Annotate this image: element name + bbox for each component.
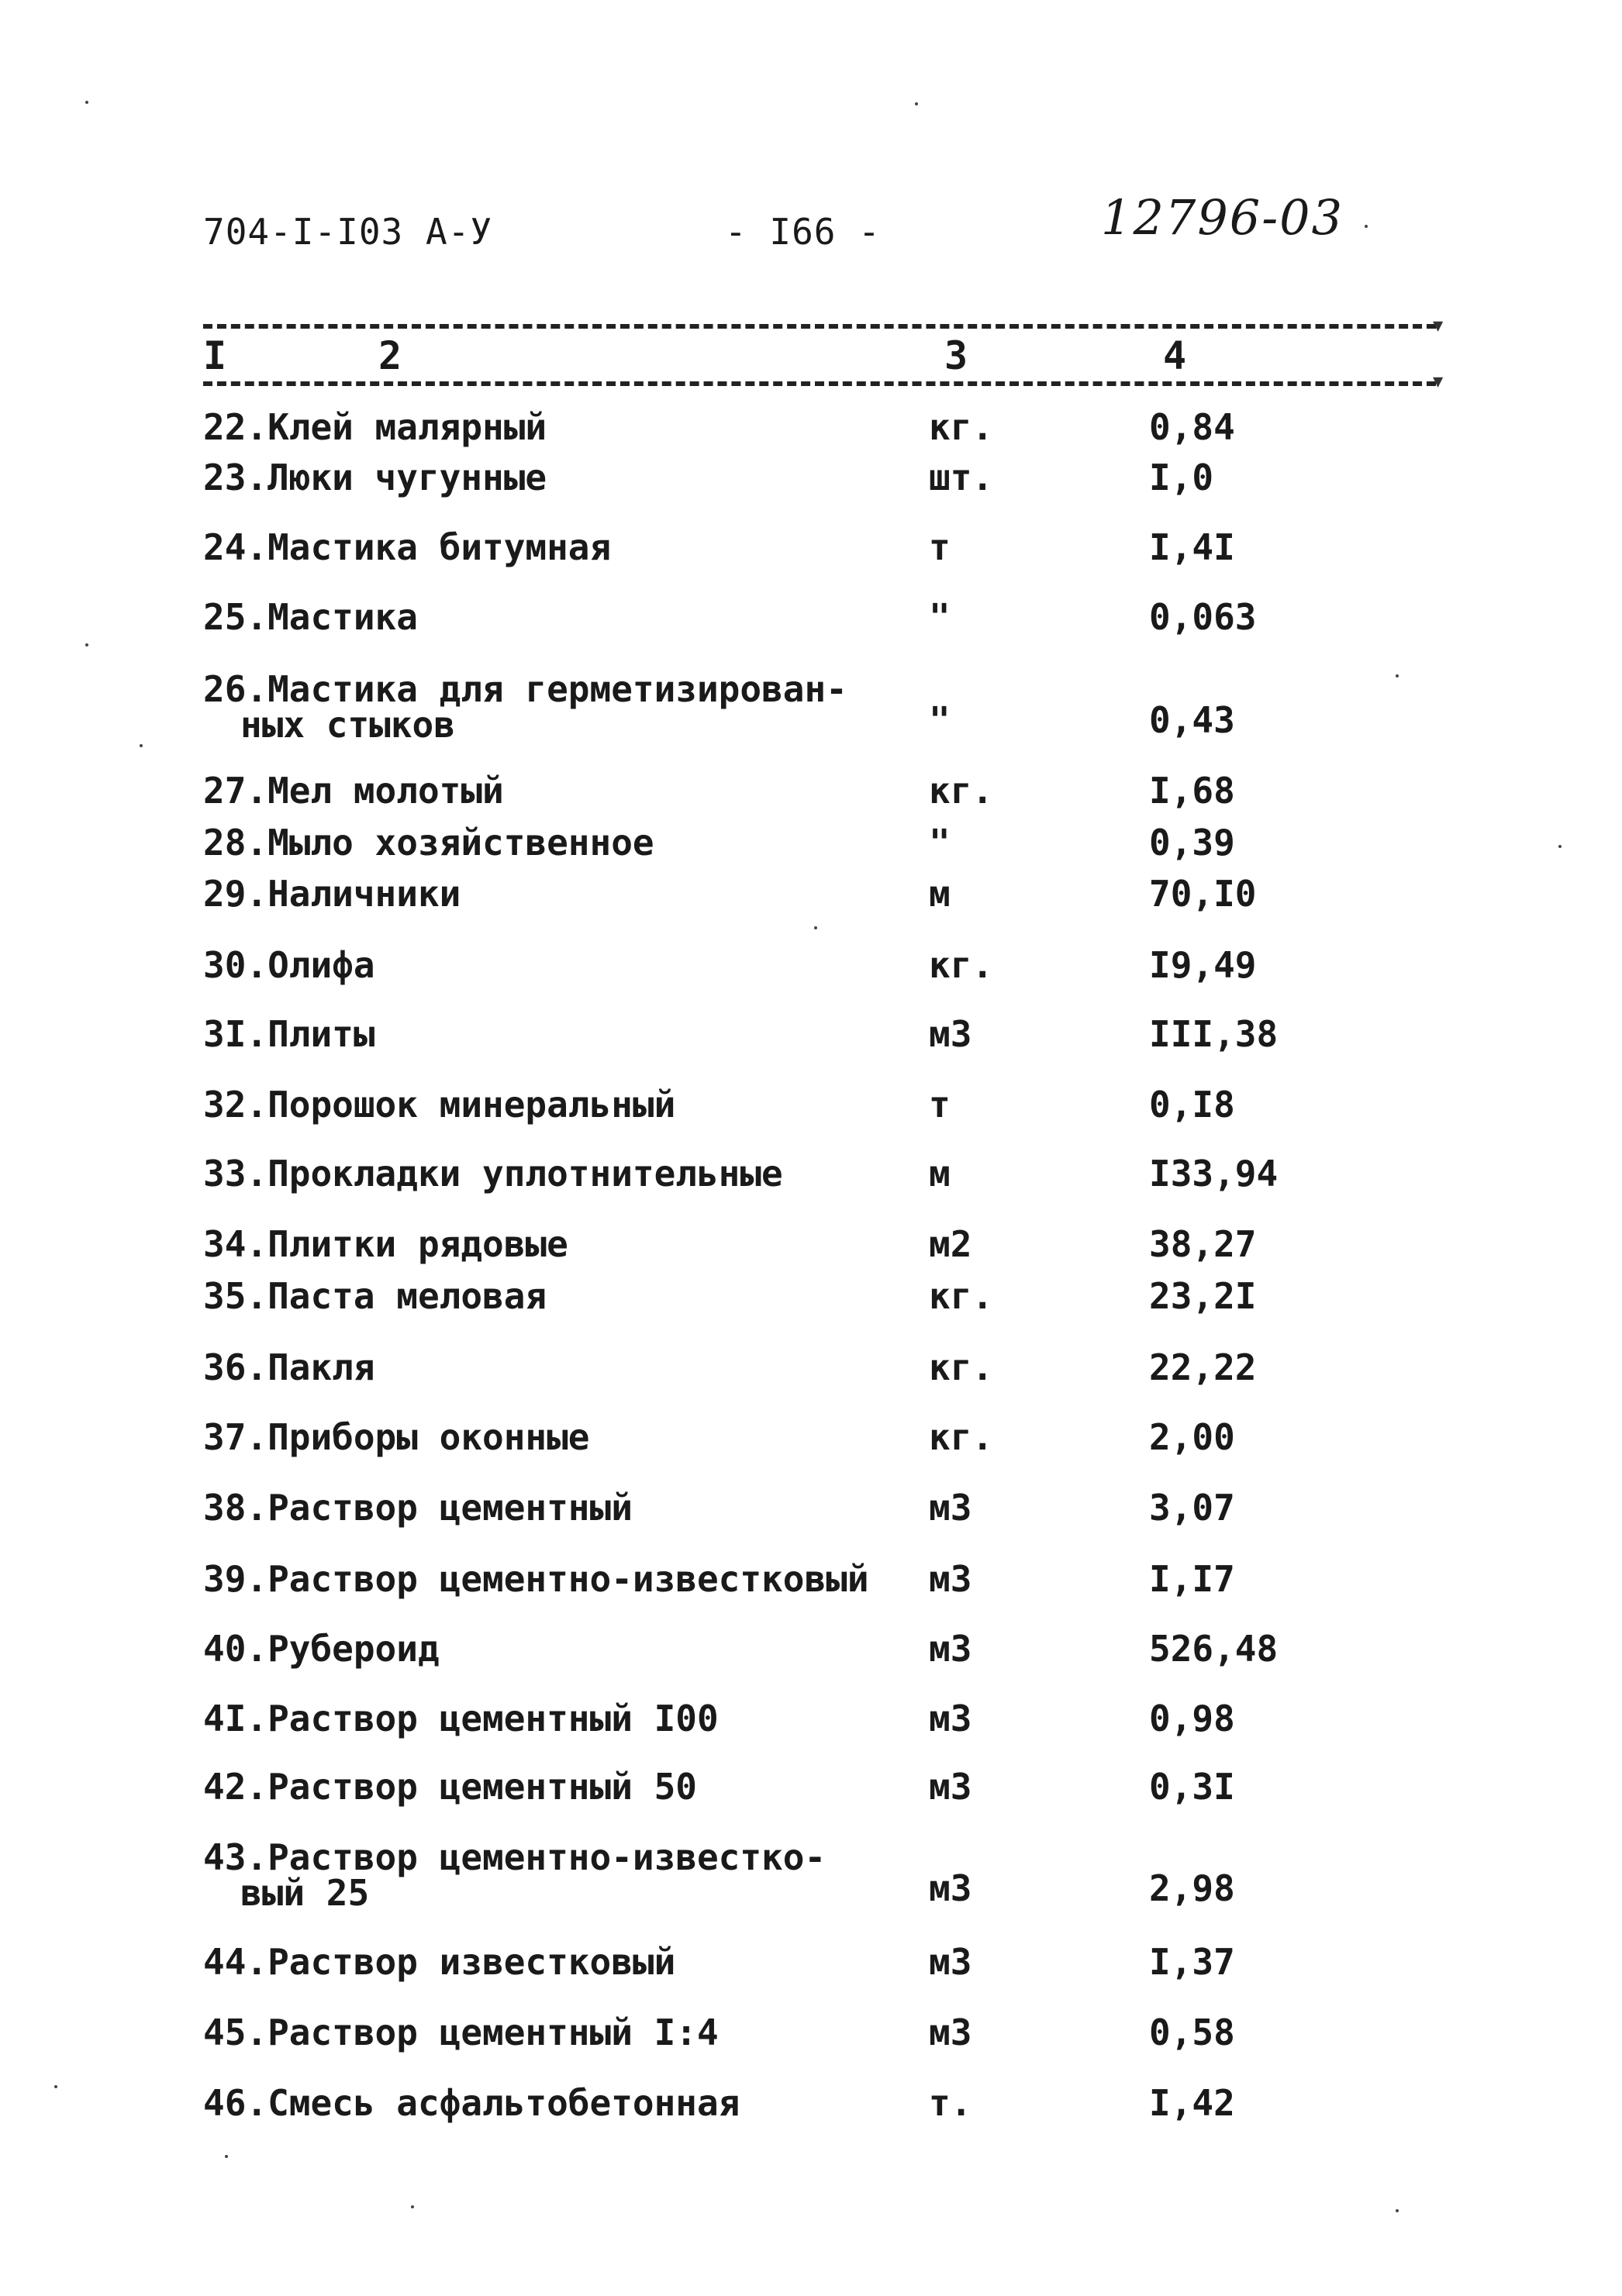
unit-of-measure: м3 [929, 1766, 972, 1808]
quantity-value: 0,98 [1149, 1698, 1235, 1739]
rule-end-mark-icon: ▼ [1433, 372, 1444, 391]
material-name-line: 24.Мастика битумная [203, 526, 612, 568]
material-name-continuation: вый 25 [240, 1872, 370, 1914]
material-name [203, 770, 504, 812]
quantity-value: 0,I8 [1149, 1084, 1235, 1126]
material-name [203, 1153, 783, 1195]
material-name [203, 668, 847, 746]
material-name [203, 1487, 633, 1529]
material-name-line: 34.Плитки рядовые [203, 1223, 568, 1265]
table-top-rule [203, 324, 1436, 329]
unit-of-measure: м3 [929, 1558, 972, 1600]
quantity-value: 0,58 [1149, 2012, 1235, 2053]
material-name [203, 1941, 676, 1983]
unit-of-measure: м3 [929, 1013, 972, 1055]
quantity-value: 2,00 [1149, 1416, 1235, 1458]
material-name [203, 1836, 827, 1914]
material-name [203, 1558, 869, 1600]
quantity-value: I,4I [1149, 526, 1235, 568]
material-name [203, 1346, 375, 1388]
quantity-value: 0,063 [1149, 596, 1257, 638]
material-name [203, 596, 418, 638]
material-name-line: 37.Приборы оконные [203, 1416, 590, 1458]
material-name-line: 4I.Раствор цементный I00 [203, 1698, 719, 1739]
quantity-value: 22,22 [1149, 1346, 1257, 1388]
material-name [203, 822, 654, 864]
material-name-line: 39.Раствор цементно-известковый [203, 1558, 869, 1600]
unit-of-measure: кг. [929, 406, 994, 448]
material-name-line: 44.Раствор известковый [203, 1941, 676, 1983]
unit-of-measure: м3 [929, 1867, 972, 1909]
material-name-line: 28.Мыло хозяйственное [203, 822, 654, 864]
material-name [203, 2082, 740, 2124]
quantity-value: 70,I0 [1149, 873, 1257, 915]
unit-of-measure: м [929, 1153, 951, 1195]
material-name-line: 46.Смесь асфальтобетонная [203, 2082, 740, 2124]
unit-of-measure: м3 [929, 1941, 972, 1983]
material-name [203, 1698, 719, 1739]
quantity-value: 23,2I [1149, 1275, 1257, 1317]
quantity-value: I,68 [1149, 770, 1235, 812]
material-name [203, 1013, 375, 1055]
quantity-value: 0,39 [1149, 822, 1235, 864]
unit-of-measure: м3 [929, 1698, 972, 1739]
unit-of-measure: кг. [929, 1275, 994, 1317]
material-name-line: 36.Пакля [203, 1346, 375, 1388]
handwritten-stamp-number: 12796-03 [1101, 189, 1344, 246]
material-name [203, 1628, 440, 1670]
quantity-value: III,38 [1149, 1013, 1279, 1055]
material-name [203, 1223, 568, 1265]
unit-of-measure: м3 [929, 2012, 972, 2053]
material-name [203, 526, 612, 568]
material-name-line: 38.Раствор цементный [203, 1487, 633, 1529]
quantity-value: 0,43 [1149, 699, 1235, 741]
unit-of-measure: " [929, 699, 951, 741]
material-name-line: 40.Рубероид [203, 1628, 440, 1670]
scan-speck [1365, 225, 1368, 228]
column-header-2: 2 [378, 333, 402, 378]
material-name [203, 1416, 590, 1458]
quantity-value: I,I7 [1149, 1558, 1235, 1600]
unit-of-measure: кг. [929, 944, 994, 986]
quantity-value: 526,48 [1149, 1628, 1279, 1670]
material-name-line: 30.Олифа [203, 944, 375, 986]
quantity-value: I,0 [1149, 457, 1214, 498]
unit-of-measure: т [929, 1084, 951, 1126]
unit-of-measure: м3 [929, 1487, 972, 1529]
material-name-line: 33.Прокладки уплотнительные [203, 1153, 783, 1195]
unit-of-measure: кг. [929, 770, 994, 812]
material-name-line: 22.Клей малярный [203, 406, 547, 448]
unit-of-measure: м2 [929, 1223, 972, 1265]
scan-speck [1396, 674, 1399, 677]
unit-of-measure: " [929, 822, 951, 864]
document-code: 704-I-I03 А-У [203, 211, 493, 253]
scan-speck [1558, 845, 1562, 848]
quantity-value: I,42 [1149, 2082, 1235, 2124]
unit-of-measure: кг. [929, 1346, 994, 1388]
column-header-1: I [203, 333, 227, 378]
material-name-continuation: ных стыков [240, 704, 455, 746]
material-name-line: 42.Раствор цементный 50 [203, 1766, 697, 1808]
quantity-value: 38,27 [1149, 1223, 1257, 1265]
material-name-line: 27.Мел молотый [203, 770, 504, 812]
quantity-value: 0,3I [1149, 1766, 1235, 1808]
column-header-3: 3 [944, 333, 968, 378]
unit-of-measure: т. [929, 2082, 972, 2124]
scan-speck [814, 926, 817, 929]
unit-of-measure: кг. [929, 1416, 994, 1458]
unit-of-measure: " [929, 596, 951, 638]
material-name [203, 1275, 547, 1317]
material-name-line: 26.Мастика для герметизирован- [203, 668, 847, 710]
scan-speck [54, 2085, 57, 2088]
quantity-value: I33,94 [1149, 1153, 1279, 1195]
quantity-value: 3,07 [1149, 1487, 1235, 1529]
material-name [203, 944, 375, 986]
material-name-line: 3I.Плиты [203, 1013, 375, 1055]
material-name [203, 457, 547, 498]
page-number: - I66 - [725, 211, 881, 253]
material-name-line: 32.Порошок минеральный [203, 1084, 676, 1126]
material-name-line: 35.Паста меловая [203, 1275, 547, 1317]
scan-speck [85, 643, 88, 646]
material-name [203, 1766, 697, 1808]
unit-of-measure: т [929, 526, 951, 568]
scan-speck [411, 2205, 414, 2208]
material-name-line: 29.Наличники [203, 873, 461, 915]
material-name [203, 2012, 719, 2053]
material-name-line: 43.Раствор цементно-известко- [203, 1836, 827, 1878]
material-name [203, 406, 547, 448]
unit-of-measure: шт. [929, 457, 994, 498]
scan-speck [915, 102, 918, 105]
unit-of-measure: м [929, 873, 951, 915]
quantity-value: 0,84 [1149, 406, 1235, 448]
quantity-value: I9,49 [1149, 944, 1257, 986]
scan-speck [1396, 2209, 1399, 2212]
material-name-line: 45.Раствор цементный I:4 [203, 2012, 719, 2053]
table-header-rule [203, 381, 1436, 386]
material-name-line: 23.Люки чугунные [203, 457, 547, 498]
column-header-4: 4 [1163, 333, 1187, 378]
quantity-value: I,37 [1149, 1941, 1235, 1983]
scan-speck [140, 744, 143, 747]
scan-speck [225, 2155, 228, 2158]
material-name-line: 25.Мастика [203, 596, 418, 638]
material-name [203, 1084, 676, 1126]
quantity-value: 2,98 [1149, 1867, 1235, 1909]
scan-speck [85, 101, 88, 104]
rule-end-mark-icon: ▼ [1433, 316, 1444, 336]
material-name [203, 873, 461, 915]
unit-of-measure: м3 [929, 1628, 972, 1670]
